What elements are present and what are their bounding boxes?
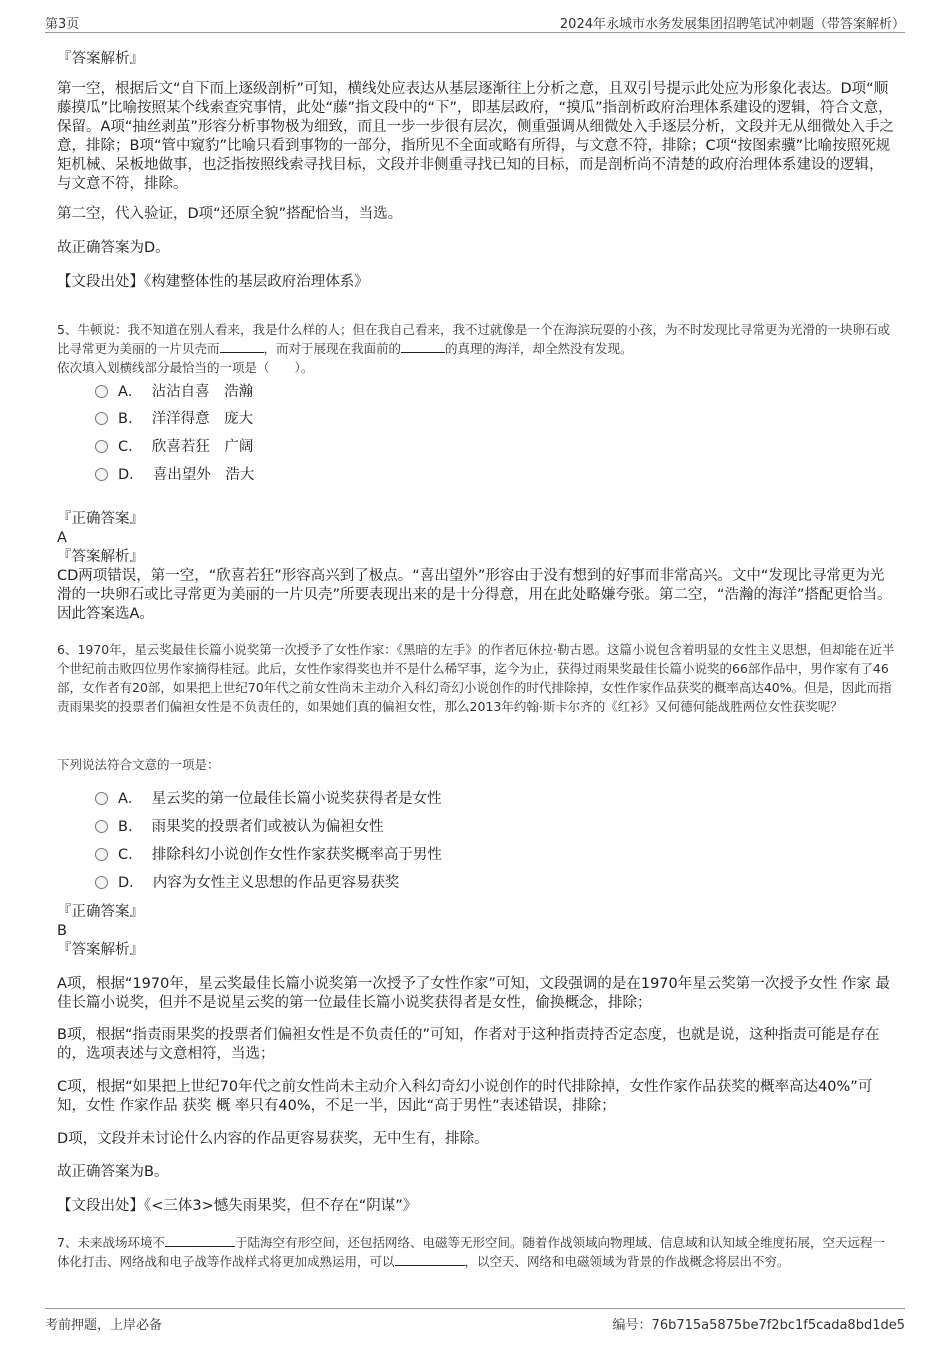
q4-analysis-p2: 第二空，代入验证，D项“还原全貌”搭配恰当，当选。 bbox=[57, 206, 403, 222]
q4-source bbox=[57, 273, 897, 292]
q6-option-d[interactable]: D． 内容为女性主义思想的作品更容易获奖 bbox=[95, 873, 399, 893]
q6-analysis-b: B项，根据“指责雨果奖的投票者们偏袒女性是不负责任的”可知，作者对于这种指责持否定态度，也就是说，这种指责可能是存在的，选项表述与文意相符，当选； bbox=[57, 1027, 880, 1062]
q5-question: 5、牛顿说：我不知道在别人看来，我是什么样的人；但在我自己看来，我不过就像是一个在海滨玩耍的小孩，为不时发现比寻常更为光滑的一块卵石或比寻常更为美丽的一片贝壳而 ，而对于展现在我面前的 的真理的海洋，却全然没有发现。 依次填入划横线部分最恰当的一项是（ ）。 bbox=[57, 320, 897, 377]
q6-answer-value: B bbox=[57, 923, 67, 939]
q6-analysis-tag: 『答案解析』 bbox=[57, 942, 144, 958]
blank-line bbox=[395, 1253, 465, 1266]
page-number: 第3页 bbox=[45, 17, 80, 32]
q6-option-a[interactable]: A． 星云奖的第一位最佳长篇小说奖获得者是女性 bbox=[95, 789, 442, 809]
q4-conclusion: 故正确答案为D。 bbox=[57, 240, 170, 256]
q5-analysis: CD两项错误，第一空，“欣喜若狂”形容高兴到了极点。“喜出望外”形容由于没有想到的好事而非常高兴。文中“发现比寻常更为光滑的一块卵石或比寻常更为美丽的一片贝壳”所要表现出来的是十分得意，用在此处略嫌夸张。第二空，“浩瀚的海洋”搭配更恰当。因此答案选A。 bbox=[57, 568, 892, 622]
radio-icon[interactable] bbox=[95, 412, 108, 425]
document-title: 2024年永城市水务发展集团招聘笔试冲刺题（带答案解析） bbox=[559, 17, 905, 32]
q7-question: 7、未来战场环境不 于陆海空有形空间，还包括网络、电磁等无形空间。随着作战领域向物理域、信息域和认知域全维度拓展，空天远程一体化打击、网络战和电子战等作战样式将更加成熟运用，可以 ，以空天、网络和电磁领域为背景的作战概念将层出不穷。 bbox=[57, 1235, 885, 1269]
q5-instruction: 依次填入划横线部分最恰当的一项是（ ）。 bbox=[57, 360, 314, 375]
blank-line bbox=[401, 340, 445, 353]
q6-conclusion: 故正确答案为B。 bbox=[57, 1164, 169, 1180]
page-header bbox=[45, 10, 905, 33]
q6-analysis-d: D项，文段并未讨论什么内容的作品更容易获奖，无中生有，排除。 bbox=[57, 1131, 489, 1147]
q5-answer: 『正确答案』 A 『答案解析』 CD两项错误，第一空，“欣喜若狂”形容高兴到了极点。“喜出望外”形容由于没有想到的好事而非常高兴。文中“发现比寻常更为光滑的一块卵石或比寻常更为美丽的一片贝壳”所要表现出来的是十分得意，用在此处略嫌夸张。第二空，“浩瀚的海洋”搭配更恰当。因此答案选A。 bbox=[57, 510, 897, 624]
q5-option-a[interactable]: A． 沾沾自喜 浩瀚 bbox=[95, 382, 253, 402]
source-title: 《构建整体性的基层政府治理体系》 bbox=[144, 274, 369, 290]
q6-question: 6、1970年，星云奖最佳长篇小说奖第一次授予了女性作家：《黑暗的左手》的作者厄休拉·勒古恩。这篇小说包含着明显的女性主义思想，但却能在近半个世纪前击败四位男作家摘得桂冠。此后，女性作家得奖也并不是什么稀罕事，迄今为止，获得过雨果奖最佳长篇小说奖的66部作品中，男作家有了46部，女作者有20部，如果把上世纪70年代之前女性尚未主动介入科幻奇幻小说创作的时代排除掉，女性作家作品获奖的概率高达40%。但是，因此而指责雨果奖的投票者们偏袒女性是不负责任的，如果她们真的偏袒女性，那么2013年约翰·斯卡尔齐的《红衫》又何德何能战胜两位女性获奖呢？ bbox=[57, 642, 895, 714]
page-footer bbox=[45, 1308, 905, 1331]
source-tag: 【文段出处】 bbox=[57, 1198, 144, 1214]
q6-option-b[interactable]: B． 雨果奖的投票者们或被认为偏袒女性 bbox=[95, 817, 384, 837]
radio-icon[interactable] bbox=[95, 792, 108, 805]
radio-icon[interactable] bbox=[95, 876, 108, 889]
q5-option-d[interactable]: D． 喜出望外 浩大 bbox=[95, 465, 254, 485]
radio-icon[interactable] bbox=[95, 440, 108, 453]
q4-analysis-tag: 『答案解析』 bbox=[57, 51, 144, 67]
q6-analysis-c: C项，根据“如果把上世纪70年代之前女性尚未主动介入科幻奇幻小说创作的时代排除掉，女性作家作品获奖的概率高达40%”可知，女性 作家作品 获奖 概 率只有40%，不足一半，因此“高于男性”表述错误，排除； bbox=[57, 1079, 873, 1114]
source-title: 《<三体3>憾失雨果奖，但不存在“阴谋”》 bbox=[144, 1198, 418, 1214]
q5-option-b[interactable]: B． 洋洋得意 庞大 bbox=[95, 409, 253, 429]
q5-analysis-tag: 『答案解析』 bbox=[57, 549, 144, 565]
q5-option-c[interactable]: C． 欣喜若狂 广阔 bbox=[95, 437, 253, 457]
footer-serial: 编号：76b715a5875be7f2bc1f5cada8bd1de5 bbox=[612, 1318, 905, 1333]
q6-option-c[interactable]: C． 排除科幻小说创作女性作家获奖概率高于男性 bbox=[95, 845, 442, 865]
q4-analysis-p1: 第一空，根据后文“自下而上逐级剖析”可知，横线处应表达从基层逐渐往上分析之意，且双引号提示此处应为形象化表达。D项“顺藤摸瓜”比喻按照某个线索查究事情，此处“藤”指文段中的“下”，即基层政府，“摸瓜”指剖析政府治理体系建设的逻辑，符合文意，保留。A项“抽丝剥茧”形容分析事物极为细致，而且一步一步很有层次，侧重强调从细微处入手逐层分析，文段并无从细微处入手之意，排除；B项“管中窥豹”比喻只看到事物的一部分，指所见不全面或略有所得，与文意不符，排除；C项“按图索骥”比喻按照死规矩机械、呆板地做事，也泛指按照线索寻找目标，文段并非侧重寻找已知的目标，而是剖析尚不清楚的政府治理体系建设的逻辑，与文意不符，排除。 bbox=[57, 81, 894, 192]
source-tag: 【文段出处】 bbox=[57, 274, 144, 290]
q6-source bbox=[57, 1197, 897, 1216]
radio-icon[interactable] bbox=[95, 468, 108, 481]
radio-icon[interactable] bbox=[95, 848, 108, 861]
q6-instruction: 下列说法符合文意的一项是： bbox=[57, 757, 220, 772]
footer-slogan: 考前押题，上岸必备 bbox=[45, 1318, 163, 1333]
blank-line bbox=[165, 1234, 235, 1247]
radio-icon[interactable] bbox=[95, 385, 108, 398]
q6-answer: 『正确答案』 B 『答案解析』 bbox=[57, 903, 897, 960]
q5-answer-value: A bbox=[57, 530, 67, 546]
blank-line bbox=[220, 340, 264, 353]
q6-analysis-a: A项，根据“1970年，星云奖最佳长篇小说奖第一次授予了女性作家”可知，文段强调的是在1970年星云奖第一次授予女性 作家 最佳长篇小说奖，但并不是说星云奖的第一位最佳长篇小说奖获得者是女性，偷换概念，排除； bbox=[57, 976, 890, 1011]
radio-icon[interactable] bbox=[95, 820, 108, 833]
